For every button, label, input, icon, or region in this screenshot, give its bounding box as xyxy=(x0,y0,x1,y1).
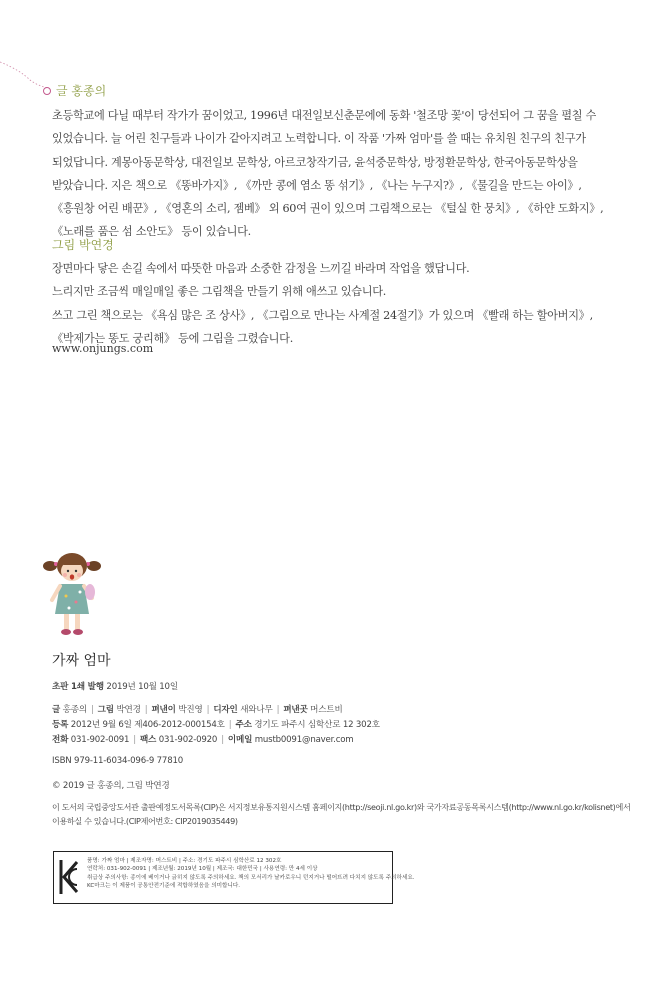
kc-mark-icon xyxy=(58,857,80,897)
editor-value: 박진영 xyxy=(178,705,203,715)
email-label: 이메일 xyxy=(227,735,253,745)
edition-line xyxy=(52,680,178,692)
kc-row: KC마크는 이 제품이 공통안전기준에 적합하였음을 의미합니다. xyxy=(87,883,241,890)
bio-line: 《흥원창 어린 배꾼》, 《영혼의 소리, 젬베》 외 60여 권이 있으며 그림책으로는 《털실 한 뭉치》, 《하얀 도화지》, xyxy=(52,202,604,216)
kc-certification-box xyxy=(53,851,415,904)
publisher-value: 머스트비 xyxy=(310,705,343,715)
illustrator-heading: 그림 박연경 xyxy=(52,238,114,252)
addr-label: 주소 xyxy=(235,720,252,730)
publisher-label: 펴낸곳 xyxy=(283,705,308,715)
bio-line: 장면마다 닿은 손길 속에서 따뜻한 마음과 소중한 감정을 느끼길 바라며 작업을 했답니다. xyxy=(52,262,470,275)
reg-value: 2012년 9월 6일 제406-2012-000154호 xyxy=(70,720,225,730)
design-label: 디자인 xyxy=(213,705,238,715)
registration-line: 등록 2012년 9월 6일 제406-2012-000154호 | 주소 경기도 파주시 심학산로 12 302호 xyxy=(52,720,380,730)
text-value: 홍종의 xyxy=(62,705,87,715)
cip-line-2: 이용하실 수 있습니다.(CIP제어번호: CIP2019035449) xyxy=(52,816,238,826)
illus-label: 그림 xyxy=(97,705,114,715)
kc-row: 품명: 가짜 엄마 | 제조자명: 머스트비 | 주소: 경기도 파주시 심학산로 12 302호 xyxy=(87,858,282,864)
fax-label: 팩스 xyxy=(139,735,157,745)
isbn: ISBN 979-11-6034-096-9 77810 xyxy=(52,756,183,766)
bio-line: 쓰고 그린 책으로는 《욕심 많은 조 상사》, 《그림으로 만나는 사계절 24절기》가 있으며 《빨래 하는 할아버지》, xyxy=(52,308,593,322)
bio-line: 받았습니다. 지은 책으로 《똥바가지》, 《까만 콩에 염소 똥 섞기》, 《나는 누구지?》, 《물길을 만드는 아이》, xyxy=(52,178,582,192)
bio-line: 되었답니다. 계몽아동문학상, 대전일보 문학상, 아르코창작기금, 윤석중문학상, 방정환문학상, 한국아동문학상을 xyxy=(52,155,578,169)
edition-date: 2019년 10월 10일 xyxy=(106,682,178,692)
illustrator-bio xyxy=(52,257,593,350)
bio-line: 느리지만 조금씩 매일매일 좋은 그림책을 만들기 위해 애쓰고 있습니다. xyxy=(52,285,387,299)
author-heading: 글 홍종의 xyxy=(43,82,106,99)
phone-label: 전화 xyxy=(52,735,69,745)
reg-label: 등록 xyxy=(52,720,69,730)
kc-row: 취급상 주의사항: 종이에 베이거나 긁히지 않도록 주의하세요. 책의 모서리가 날카로우니 던지거나 떨어뜨려 다치지 않도록 주의하세요. xyxy=(87,874,415,881)
book-title: 가짜 엄마 xyxy=(52,653,111,669)
edition-label: 초판 1쇄 발행 xyxy=(52,682,104,692)
bio-line: 초등학교에 다닐 때부터 작가가 꿈이었고, 1996년 대전일보신춘문에에 동화 '철조망 꽃'이 당선되어 그 꿈을 펼칠 수 xyxy=(52,109,596,122)
illustrator-website: www.onjungs.com xyxy=(52,342,154,355)
kc-details xyxy=(87,857,415,891)
addr-value: 경기도 파주시 심학산로 12 302호 xyxy=(254,720,380,730)
text-label: 글 xyxy=(52,705,61,715)
illus-value: 박연경 xyxy=(116,705,141,715)
bio-line: 있었습니다. 늘 어린 친구들과 나이가 같아지려고 노력합니다. 이 작품 '가짜 엄마'를 쓸 때는 유치원 친구의 친구가 xyxy=(52,132,586,146)
bio-line: 《노래를 품은 섬 소안도》 등이 있습니다. xyxy=(52,225,251,239)
email-value: mustb0091@naver.com xyxy=(254,735,354,745)
editor-label: 펴낸이 xyxy=(151,705,176,715)
fax-value: 031-902-0920 xyxy=(158,735,218,745)
copyright: © 2019 글 홍종의, 그림 박연경 xyxy=(52,781,170,791)
phone-value: 031-902-0091 xyxy=(70,735,130,745)
girl-illustration xyxy=(42,546,104,638)
cip-line-1: 이 도서의 국립중앙도서관 출판예정도서목록(CIP)은 서지정보유통지원시스템 홈페이지(http://seoji.nl.go.kr)와 국가자료공동목록시스템(http://www.nl.go.kr/kolisnet)에서 xyxy=(52,802,631,812)
author-bio xyxy=(52,104,603,244)
design-value: 새와나무 xyxy=(240,705,273,715)
credits-line: 글 홍종의 | 그림 박연경 | 펴낸이 박진영 | 디자인 새와나무 | 펴낸곳 머스트비 xyxy=(52,705,343,715)
contact-line: 전화 031-902-0091 | 팩스 031-902-0920 | 이메일 mustb0091@naver.com xyxy=(52,735,354,745)
bio-line: 《박제가는 똥도 궁리해》 등에 그림을 그렸습니다. xyxy=(52,331,293,345)
bullet-icon xyxy=(43,87,51,95)
kc-row: 연락처: 031-902-0091 | 제조년월: 2019년 10월 | 제조국: 대한민국 | 사용연령: 만 4세 이상 xyxy=(87,866,318,873)
